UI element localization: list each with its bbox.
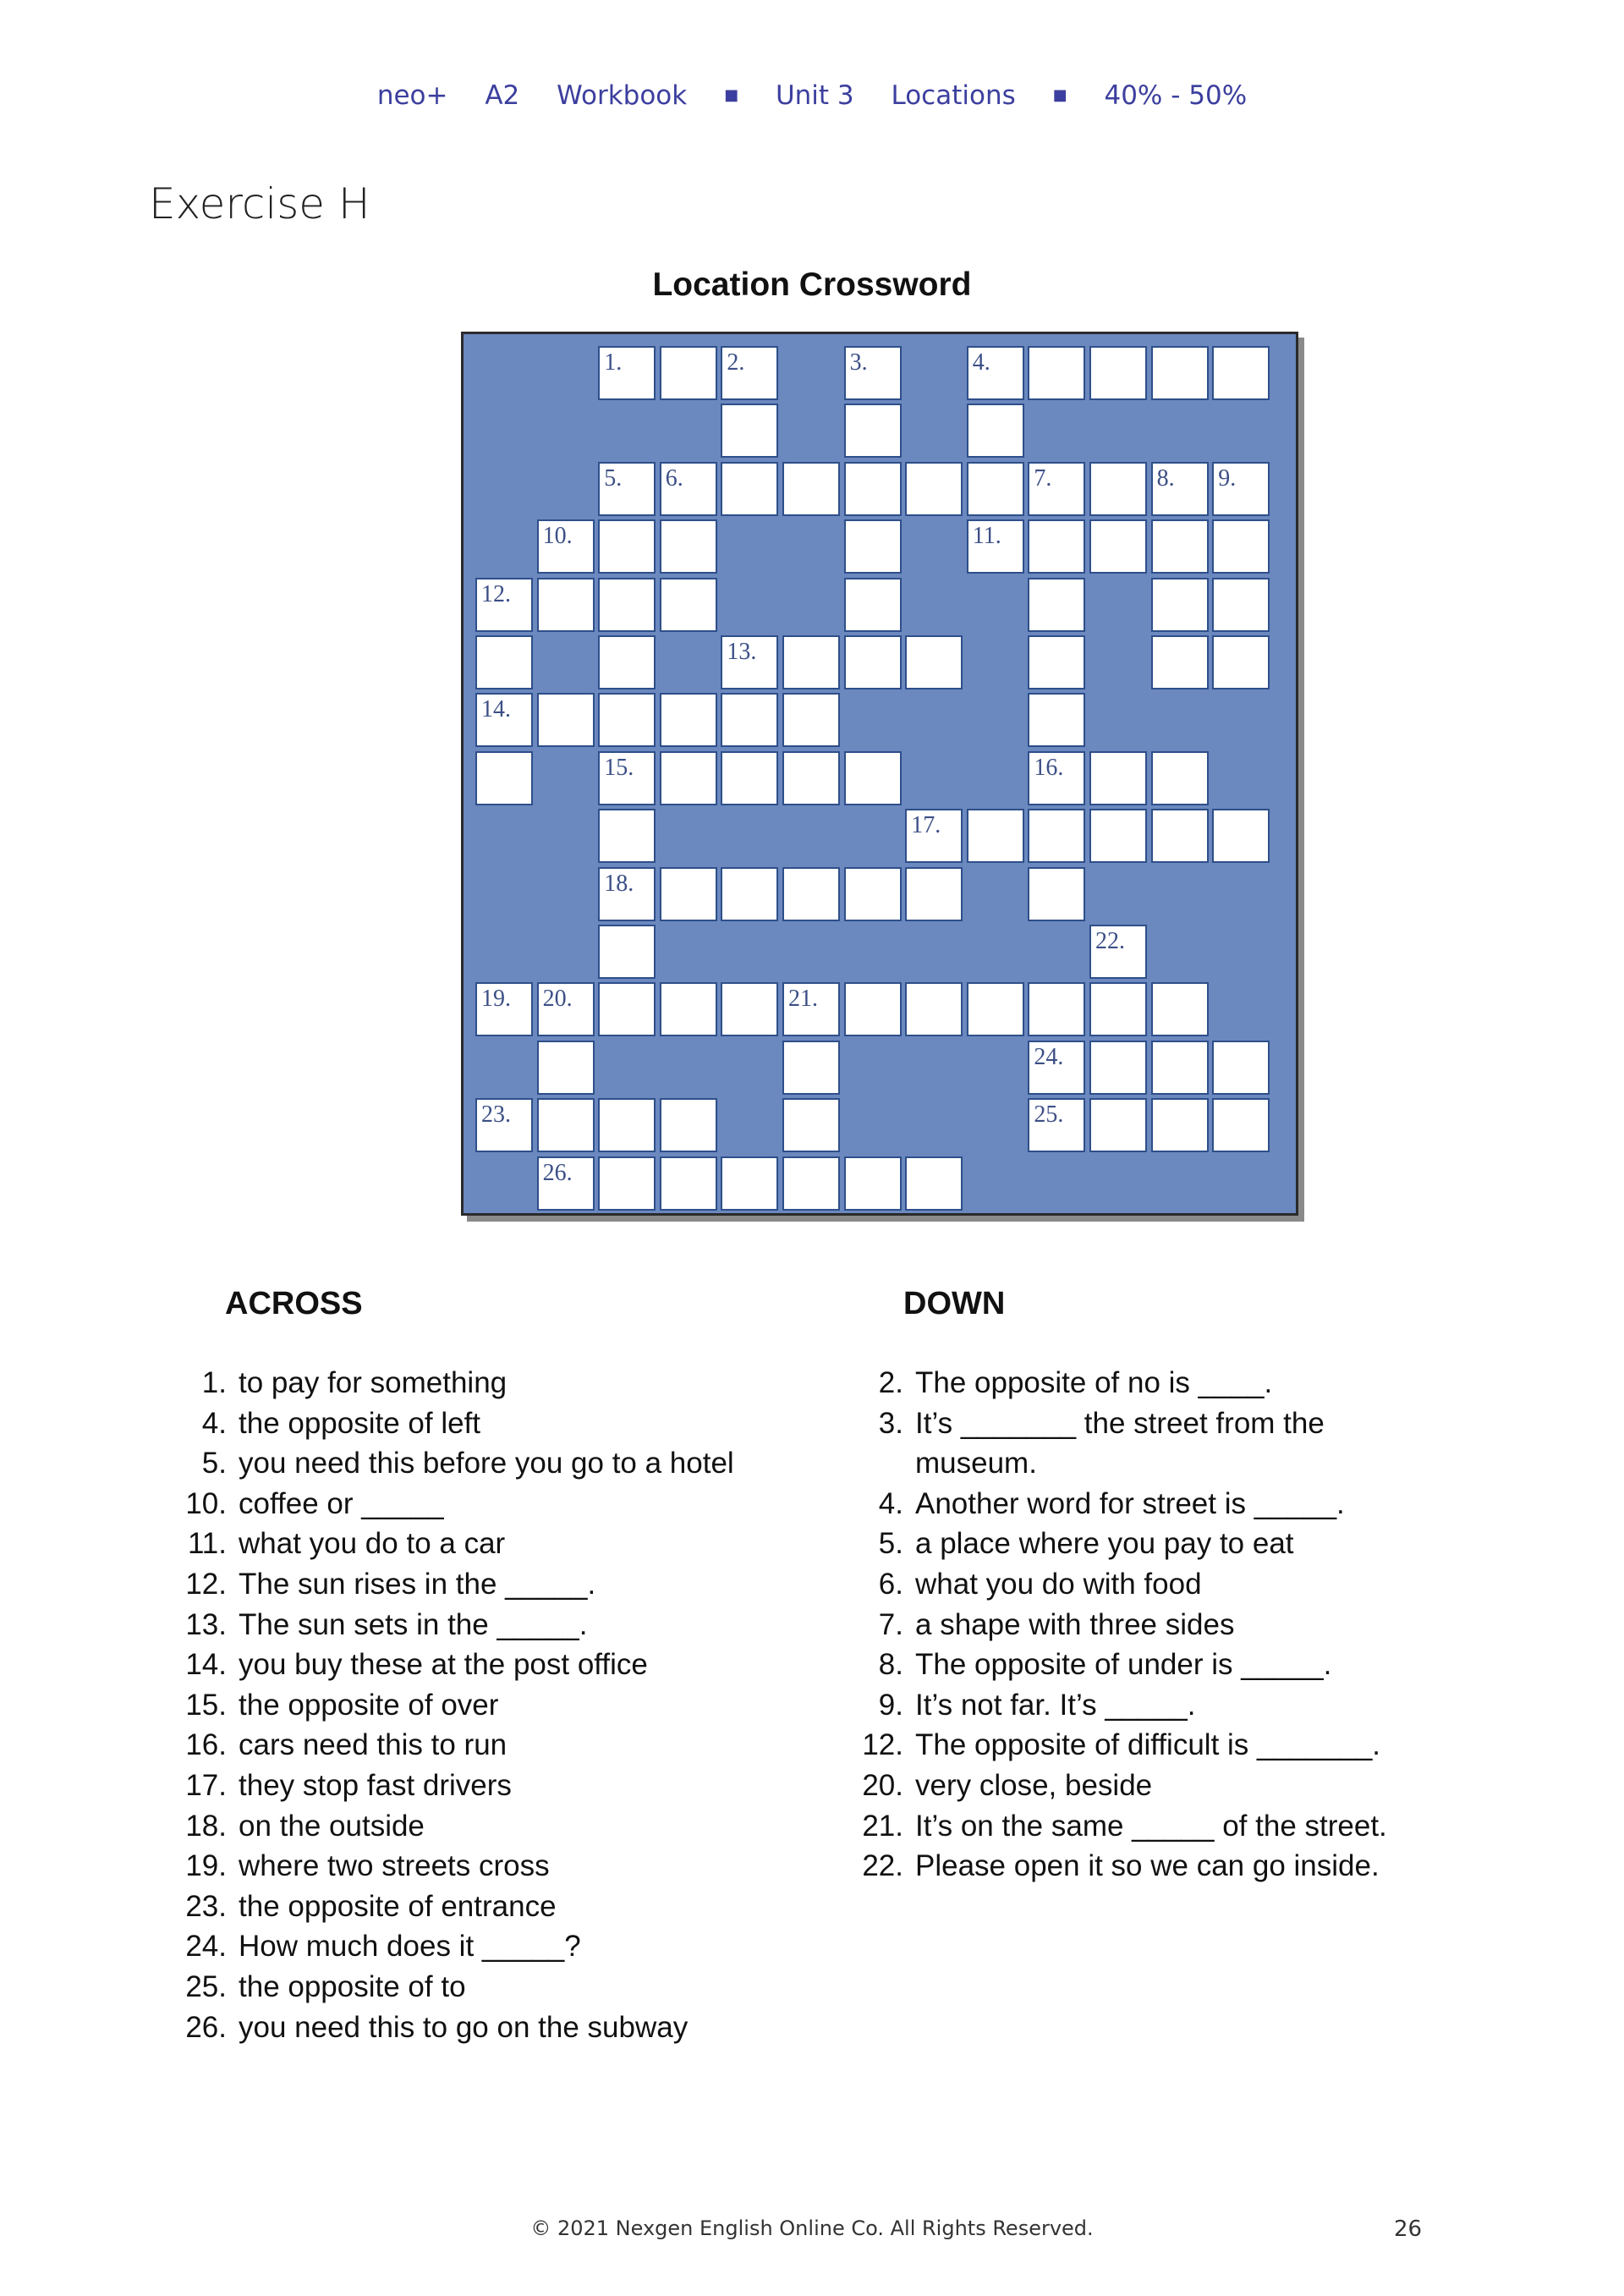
crossword-cell[interactable] xyxy=(598,519,656,574)
clue-number: 18. xyxy=(185,1809,227,1843)
crossword-cell[interactable] xyxy=(967,809,1024,863)
crossword-cell[interactable] xyxy=(475,1098,533,1152)
clue-number: 16. xyxy=(185,1728,227,1762)
crossword-cell[interactable] xyxy=(598,867,656,921)
clue-number: 17. xyxy=(185,1768,227,1802)
crossword-cell[interactable] xyxy=(905,1156,963,1211)
clue-number: 14. xyxy=(185,1648,227,1682)
clue-text: How much does it _____? xyxy=(239,1930,581,1964)
clue-text: Please open it so we can go inside. xyxy=(915,1849,1380,1883)
clue-number: 19. xyxy=(185,1849,227,1883)
crossword-cell[interactable] xyxy=(721,982,778,1036)
level: A2 xyxy=(485,80,520,111)
crossword-cell[interactable] xyxy=(1212,635,1270,689)
crossword-cell[interactable] xyxy=(660,346,717,400)
clue-number: 17. xyxy=(911,812,941,839)
clue-number: 3. xyxy=(878,1406,903,1440)
crossword-cell[interactable] xyxy=(475,578,533,632)
crossword-cell[interactable] xyxy=(475,751,533,805)
crossword-cell[interactable] xyxy=(1028,1041,1085,1095)
crossword-cell[interactable] xyxy=(1151,809,1209,863)
crossword-cell[interactable] xyxy=(660,867,717,921)
crossword-cell[interactable] xyxy=(660,982,717,1036)
crossword-cell[interactable] xyxy=(1151,751,1209,805)
crossword-cell[interactable] xyxy=(1028,1098,1085,1152)
clue-item xyxy=(846,1487,1387,1528)
crossword-cell[interactable] xyxy=(782,1156,840,1211)
crossword-cell[interactable] xyxy=(721,867,778,921)
crossword-cell[interactable] xyxy=(475,982,533,1036)
clue-item xyxy=(169,1527,734,1568)
clue-text: you buy these at the post office xyxy=(239,1648,648,1682)
clue-number: 20. xyxy=(542,986,573,1013)
clue-number: 22. xyxy=(1095,928,1125,954)
crossword-cell[interactable] xyxy=(1151,346,1209,400)
crossword-cell[interactable] xyxy=(782,462,840,516)
clue-number: 14. xyxy=(481,696,511,723)
crossword-cell[interactable] xyxy=(782,1041,840,1095)
crossword-cell[interactable] xyxy=(1212,1041,1270,1095)
clue-number: 12. xyxy=(481,580,511,607)
copyright-footer: © 2021 Nexgen English Online Co. All Rights Reserved. xyxy=(530,2216,1094,2240)
crossword-cell[interactable] xyxy=(905,982,963,1036)
clue-number: 6. xyxy=(878,1567,903,1601)
across-heading: ACROSS xyxy=(225,1286,363,1321)
clue-text: The sun sets in the _____. xyxy=(239,1607,588,1641)
crossword-cell[interactable] xyxy=(905,809,963,863)
clue-item xyxy=(169,1648,734,1689)
crossword-cell[interactable] xyxy=(1212,462,1270,516)
crossword-cell[interactable] xyxy=(844,578,902,632)
clue-text: museum. xyxy=(915,1447,1037,1480)
crossword-cell[interactable] xyxy=(598,1098,656,1152)
clue-number: 20. xyxy=(862,1768,903,1802)
crossword-cell[interactable] xyxy=(1212,519,1270,574)
clue-text: The opposite of difficult is _______. xyxy=(915,1728,1381,1762)
clue-text: you need this to go on the subway xyxy=(239,2010,689,2044)
clue-item xyxy=(846,1769,1387,1810)
crossword-cell[interactable] xyxy=(1151,462,1209,516)
clue-number: 9. xyxy=(1218,464,1237,492)
clue-item xyxy=(846,1366,1387,1407)
clue-item xyxy=(846,1407,1387,1447)
clue-number: 26. xyxy=(542,1159,573,1186)
clue-number: 2. xyxy=(878,1366,903,1399)
crossword-cell[interactable] xyxy=(721,751,778,805)
crossword-cell[interactable] xyxy=(721,635,778,689)
clue-item xyxy=(169,1487,734,1528)
clue-number: 15. xyxy=(604,754,634,781)
crossword-cell[interactable] xyxy=(537,982,595,1036)
crossword-cell[interactable] xyxy=(660,519,717,574)
crossword-cell[interactable] xyxy=(537,693,595,747)
crossword-cell[interactable] xyxy=(1212,1098,1270,1152)
crossword-cell[interactable] xyxy=(844,751,902,805)
crossword-cell[interactable] xyxy=(844,462,902,516)
crossword-cell[interactable] xyxy=(844,635,902,689)
clue-item xyxy=(169,1407,734,1447)
clue-item xyxy=(846,1608,1387,1649)
crossword-cell[interactable] xyxy=(660,462,717,516)
clue-number: 4. xyxy=(201,1406,227,1440)
clue-item xyxy=(169,1890,734,1931)
crossword-cell[interactable] xyxy=(1089,809,1147,863)
crossword-cell[interactable] xyxy=(598,346,656,400)
clue-number: 21. xyxy=(788,986,818,1013)
crossword-cell[interactable] xyxy=(844,346,902,400)
down-clue-list xyxy=(846,1366,1387,1890)
clue-number: 18. xyxy=(604,870,634,897)
clue-item xyxy=(169,1849,734,1890)
clue-item xyxy=(169,1689,734,1729)
clue-number: 4. xyxy=(878,1486,903,1520)
clue-text: It’s on the same _____ of the street. xyxy=(915,1809,1387,1843)
crossword-cell[interactable] xyxy=(598,925,656,979)
crossword-cell[interactable] xyxy=(967,519,1024,574)
clue-number: 25. xyxy=(185,1969,227,2003)
crossword-cell[interactable] xyxy=(844,404,902,458)
across-clue-list xyxy=(169,1366,734,2051)
clue-text: the opposite of over xyxy=(239,1688,499,1722)
clue-text: the opposite of left xyxy=(239,1406,481,1440)
clue-item xyxy=(169,1970,734,2011)
page-number: 26 xyxy=(1394,2216,1423,2242)
clue-number: 11. xyxy=(972,523,1001,550)
clue-item xyxy=(846,1447,1387,1487)
clue-text: The opposite of under is _____. xyxy=(915,1648,1332,1682)
crossword-cell[interactable] xyxy=(721,693,778,747)
crossword-cell[interactable] xyxy=(1089,925,1147,979)
crossword-cell[interactable] xyxy=(598,982,656,1036)
crossword-cell[interactable] xyxy=(598,578,656,632)
separator-icon: ■ xyxy=(1052,86,1067,104)
crossword-cell[interactable] xyxy=(782,1098,840,1152)
crossword-cell[interactable] xyxy=(967,404,1024,458)
clue-number: 13. xyxy=(727,639,757,665)
clue-text: what you do with food xyxy=(915,1567,1202,1601)
clue-number: 1. xyxy=(604,349,623,376)
clue-text: to pay for something xyxy=(239,1366,508,1399)
crossword-cell[interactable] xyxy=(660,1098,717,1152)
clue-item xyxy=(169,1366,734,1407)
clue-number: 16. xyxy=(1034,754,1064,781)
clue-text: Another word for street is _____. xyxy=(915,1486,1345,1520)
crossword-cell[interactable] xyxy=(905,462,963,516)
crossword-cell[interactable] xyxy=(782,982,840,1036)
clue-text: coffee or _____ xyxy=(239,1486,444,1520)
crossword-cell[interactable] xyxy=(475,635,533,689)
clue-number: 13. xyxy=(185,1607,227,1641)
crossword-cell[interactable] xyxy=(1028,982,1085,1036)
crossword-cell[interactable] xyxy=(537,578,595,632)
clue-number: 6. xyxy=(665,464,683,492)
clue-number: 25. xyxy=(1034,1101,1064,1129)
crossword-cell[interactable] xyxy=(1151,578,1209,632)
crossword-cell[interactable] xyxy=(660,578,717,632)
crossword-cell[interactable] xyxy=(1028,693,1085,747)
crossword-cell[interactable] xyxy=(1028,635,1085,689)
crossword-cell[interactable] xyxy=(598,462,656,516)
clue-number: 23. xyxy=(185,1889,227,1923)
crossword-cell[interactable] xyxy=(660,693,717,747)
crossword-cell[interactable] xyxy=(844,867,902,921)
clue-number: 9. xyxy=(878,1688,903,1722)
crossword-cell[interactable] xyxy=(1212,578,1270,632)
clue-number: 7. xyxy=(1034,464,1052,492)
crossword-cell[interactable] xyxy=(475,693,533,747)
crossword-cell[interactable] xyxy=(844,519,902,574)
clue-number: 10. xyxy=(185,1486,227,1520)
clue-number: 24. xyxy=(185,1930,227,1964)
clue-item xyxy=(846,1689,1387,1729)
down-heading: DOWN xyxy=(903,1286,1006,1321)
crossword-cell[interactable] xyxy=(1028,462,1085,516)
clue-text: where two streets cross xyxy=(239,1849,550,1883)
page-header xyxy=(0,80,1624,111)
crossword-cell[interactable] xyxy=(721,1156,778,1211)
crossword-cell[interactable] xyxy=(1089,519,1147,574)
clue-number: 19. xyxy=(481,986,511,1013)
clue-text: It’s not far. It’s _____. xyxy=(915,1688,1196,1722)
crossword-cell[interactable] xyxy=(1089,346,1147,400)
clue-number: 22. xyxy=(862,1849,903,1883)
crossword-cell[interactable] xyxy=(1212,346,1270,400)
crossword-cell[interactable] xyxy=(967,346,1024,400)
crossword-cell[interactable] xyxy=(1151,635,1209,689)
clue-text: The opposite of no is ____. xyxy=(915,1366,1273,1399)
clue-number: 23. xyxy=(481,1101,511,1129)
topic: Locations xyxy=(891,80,1016,111)
clue-text: on the outside xyxy=(239,1809,425,1843)
clue-item xyxy=(169,1608,734,1649)
crossword-cell[interactable] xyxy=(844,982,902,1036)
crossword-cell[interactable] xyxy=(782,635,840,689)
crossword-cell[interactable] xyxy=(844,1156,902,1211)
crossword-cell[interactable] xyxy=(967,462,1024,516)
clue-text: the opposite of entrance xyxy=(239,1889,557,1923)
crossword-cell[interactable] xyxy=(537,1156,595,1211)
clue-item xyxy=(846,1728,1387,1769)
crossword-cell[interactable] xyxy=(1151,1041,1209,1095)
clue-text: the opposite of to xyxy=(239,1969,466,2003)
clue-number: 2. xyxy=(727,349,745,376)
clue-text: they stop fast drivers xyxy=(239,1768,512,1802)
crossword-cell[interactable] xyxy=(598,809,656,863)
clue-number: 5. xyxy=(201,1447,227,1480)
crossword-cell[interactable] xyxy=(1089,462,1147,516)
clue-item xyxy=(169,1769,734,1810)
crossword-cell[interactable] xyxy=(1151,519,1209,574)
clue-item xyxy=(846,1849,1387,1890)
clue-number: 21. xyxy=(862,1809,903,1843)
clue-item xyxy=(169,1728,734,1769)
crossword-cell[interactable] xyxy=(721,346,778,400)
crossword-cell[interactable] xyxy=(782,867,840,921)
clue-item xyxy=(169,1930,734,1970)
crossword-cell[interactable] xyxy=(537,519,595,574)
crossword-cell[interactable] xyxy=(782,751,840,805)
clue-number: 15. xyxy=(185,1688,227,1722)
crossword-cell[interactable] xyxy=(1028,867,1085,921)
crossword-grid xyxy=(461,332,1298,1216)
clue-number: 1. xyxy=(201,1366,227,1399)
clue-text: what you do to a car xyxy=(239,1527,506,1561)
clue-number: 5. xyxy=(878,1527,903,1561)
crossword-cell[interactable] xyxy=(1151,1098,1209,1152)
clue-number: 24. xyxy=(1034,1043,1064,1070)
crossword-cell[interactable] xyxy=(1028,519,1085,574)
clue-number: 10. xyxy=(542,523,573,550)
crossword-cell[interactable] xyxy=(598,693,656,747)
clue-number: 12. xyxy=(185,1567,227,1601)
crossword-cell[interactable] xyxy=(1089,1041,1147,1095)
crossword-cell[interactable] xyxy=(967,982,1024,1036)
crossword-cell[interactable] xyxy=(721,462,778,516)
crossword-cell[interactable] xyxy=(660,1156,717,1211)
crossword-cell[interactable] xyxy=(905,867,963,921)
crossword-cell[interactable] xyxy=(782,693,840,747)
brand: neo+ xyxy=(376,80,448,111)
clue-item xyxy=(169,1810,734,1850)
crossword-cell[interactable] xyxy=(905,635,963,689)
crossword-cell[interactable] xyxy=(537,1098,595,1152)
crossword-title: Location Crossword xyxy=(652,266,972,303)
crossword-cell[interactable] xyxy=(1212,809,1270,863)
clue-item xyxy=(846,1648,1387,1689)
crossword-cell[interactable] xyxy=(660,751,717,805)
crossword-cell[interactable] xyxy=(537,1041,595,1095)
crossword-cell[interactable] xyxy=(1089,751,1147,805)
clue-number: 4. xyxy=(972,349,990,376)
clue-item xyxy=(846,1568,1387,1608)
crossword-cell[interactable] xyxy=(598,1156,656,1211)
crossword-cell[interactable] xyxy=(1151,982,1209,1036)
clue-item xyxy=(169,2011,734,2052)
crossword-cell[interactable] xyxy=(1089,982,1147,1036)
clue-text: It’s _______ the street from the xyxy=(915,1406,1325,1440)
clue-item xyxy=(169,1568,734,1608)
crossword-cell[interactable] xyxy=(1028,751,1085,805)
clue-text: a place where you pay to eat xyxy=(915,1527,1294,1561)
clue-text: The sun rises in the _____. xyxy=(239,1567,596,1601)
clue-number: 12. xyxy=(862,1728,903,1762)
clue-number: 8. xyxy=(878,1648,903,1682)
clue-number: 7. xyxy=(878,1607,903,1641)
book: Workbook xyxy=(557,80,688,111)
separator-icon: ■ xyxy=(724,86,739,104)
clue-text: you need this before you go to a hotel xyxy=(239,1447,734,1480)
progress-range: 40% - 50% xyxy=(1104,80,1248,111)
clue-text: a shape with three sides xyxy=(915,1607,1235,1641)
clue-text: very close, beside xyxy=(915,1768,1153,1802)
exercise-title: Exercise H xyxy=(149,179,370,228)
crossword-cell[interactable] xyxy=(1028,809,1085,863)
clue-item xyxy=(846,1527,1387,1568)
clue-number: 3. xyxy=(849,349,868,376)
crossword-cell[interactable] xyxy=(1028,346,1085,400)
clue-number: 11. xyxy=(187,1527,227,1561)
crossword-cell[interactable] xyxy=(1089,1098,1147,1152)
clue-number: 8. xyxy=(1156,464,1175,492)
crossword-cell[interactable] xyxy=(598,751,656,805)
crossword-cell[interactable] xyxy=(721,404,778,458)
clue-number: 5. xyxy=(604,464,623,492)
clue-text: cars need this to run xyxy=(239,1728,508,1762)
clue-item xyxy=(169,1447,734,1487)
unit: Unit 3 xyxy=(775,80,854,111)
clue-item xyxy=(846,1810,1387,1850)
crossword-cell[interactable] xyxy=(598,635,656,689)
crossword-cell[interactable] xyxy=(1028,578,1085,632)
clue-number: 26. xyxy=(185,2010,227,2044)
